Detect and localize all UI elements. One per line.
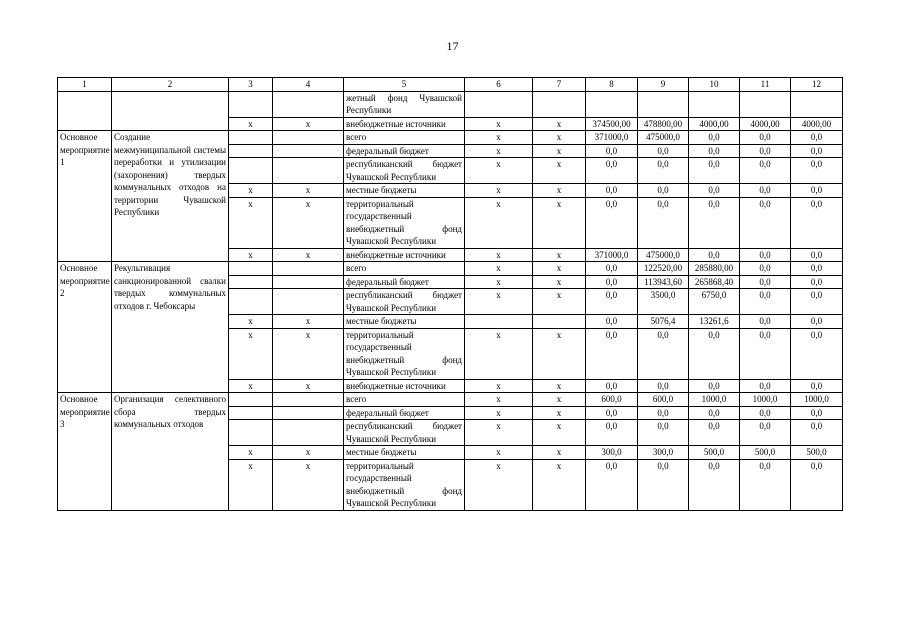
value-cell: 0,0 [586,328,638,379]
table-cell: х [533,197,586,248]
value-cell: 0,0 [791,459,843,510]
value-cell: 600,0 [638,393,689,407]
table-cell [273,393,344,407]
value-cell: 0,0 [740,275,791,289]
event-name-cell: Основное мероприятие 2 [58,262,112,393]
value-cell: 3500,0 [638,289,689,315]
value-cell: 4000,00 [689,117,740,131]
description-cell [112,91,229,131]
table-cell: х [229,117,273,131]
value-cell: 0,0 [689,184,740,198]
source-cell: республиканский бюджет Чувашской Республики [344,420,465,446]
value-cell: 6750,0 [689,289,740,315]
table-cell: х [229,315,273,329]
value-cell: 600,0 [586,393,638,407]
table-cell [229,420,273,446]
value-cell: 122520,00 [638,262,689,276]
header-cell: 10 [689,78,740,92]
table-cell [638,91,689,117]
table-cell [229,406,273,420]
table-cell: х [273,459,344,510]
table-cell: х [273,379,344,393]
value-cell: 475000,0 [638,131,689,145]
table-cell [533,91,586,117]
value-cell: 0,0 [586,420,638,446]
value-cell: 0,0 [740,158,791,184]
value-cell: 1000,0 [791,393,843,407]
table-cell: х [533,379,586,393]
value-cell: 0,0 [791,197,843,248]
value-cell: 285880,00 [689,262,740,276]
value-cell: 4000,00 [791,117,843,131]
value-cell: 0,0 [740,184,791,198]
value-cell: 0,0 [740,262,791,276]
table-cell [465,315,533,329]
header-cell: 9 [638,78,689,92]
value-cell: 0,0 [638,328,689,379]
table-cell [229,158,273,184]
header-cell: 4 [273,78,344,92]
header-cell: 7 [533,78,586,92]
value-cell: 0,0 [638,158,689,184]
value-cell: 0,0 [638,197,689,248]
table-cell: х [465,393,533,407]
source-cell: федеральный бюджет [344,275,465,289]
table-cell [273,275,344,289]
value-cell: 300,0 [638,446,689,460]
table-cell: х [465,262,533,276]
value-cell: 0,0 [638,459,689,510]
table-cell [229,262,273,276]
header-cell: 8 [586,78,638,92]
source-cell: республиканский бюджет Чувашской Республики [344,289,465,315]
source-cell: всего [344,131,465,145]
value-cell: 478800,00 [638,117,689,131]
source-cell: всего [344,393,465,407]
source-cell: местные бюджеты [344,184,465,198]
table-cell: х [229,197,273,248]
value-cell: 0,0 [638,379,689,393]
value-cell: 0,0 [689,158,740,184]
value-cell: 0,0 [586,275,638,289]
table-cell: х [229,328,273,379]
value-cell: 0,0 [791,262,843,276]
value-cell: 0,0 [586,406,638,420]
value-cell: 0,0 [791,248,843,262]
table-cell: х [533,289,586,315]
source-cell: территориальный государственный внебюджетный фонд Чувашской Республики [344,459,465,510]
value-cell: 0,0 [740,328,791,379]
value-cell: 0,0 [791,406,843,420]
value-cell: 265868,40 [689,275,740,289]
table-cell: х [465,158,533,184]
value-cell: 1000,0 [740,393,791,407]
table-row [58,262,843,276]
value-cell: 0,0 [638,406,689,420]
event-cell [58,91,112,131]
table-cell [273,131,344,145]
table-cell [273,289,344,315]
value-cell: 0,0 [791,184,843,198]
value-cell: 0,0 [791,275,843,289]
table-cell: х [465,328,533,379]
value-cell: 0,0 [586,262,638,276]
event-description-cell: Рекультивация санкционированной свалки твердых коммунальных отходов г. Чебоксары [112,262,229,393]
table-cell: х [465,117,533,131]
table-cell [740,91,791,117]
value-cell: 0,0 [689,379,740,393]
source-cell: республиканский бюджет Чувашской Республики [344,158,465,184]
header-row [58,78,843,92]
table-cell [465,91,533,117]
source-cell: федеральный бюджет [344,144,465,158]
value-cell: 0,0 [791,315,843,329]
event-name-cell: Основное мероприятие 1 [58,131,112,262]
header-cell: 12 [791,78,843,92]
header-cell: 1 [58,78,112,92]
table-cell: х [273,248,344,262]
table-cell: х [533,420,586,446]
value-cell: 0,0 [638,420,689,446]
value-cell: 0,0 [586,379,638,393]
value-cell: 0,0 [791,144,843,158]
table-cell: х [533,248,586,262]
value-cell: 5076,4 [638,315,689,329]
source-cell: всего [344,262,465,276]
value-cell: 0,0 [586,289,638,315]
value-cell: 500,0 [791,446,843,460]
table-cell: х [465,144,533,158]
value-cell: 0,0 [689,131,740,145]
table-cell: х [273,328,344,379]
value-cell: 371000,0 [586,131,638,145]
value-cell: 0,0 [740,379,791,393]
table-cell: х [533,446,586,460]
table-cell: х [465,420,533,446]
value-cell: 371000,0 [586,248,638,262]
value-cell: 374500,00 [586,117,638,131]
table-cell: х [533,117,586,131]
value-cell: 500,0 [740,446,791,460]
table-row [58,131,843,145]
table-cell: х [533,406,586,420]
table-cell: х [465,184,533,198]
header-cell: 2 [112,78,229,92]
table-cell: х [533,158,586,184]
value-cell: 0,0 [740,406,791,420]
table-cell: х [533,459,586,510]
table-cell [273,420,344,446]
table-cell: х [533,328,586,379]
source-cell: местные бюджеты [344,315,465,329]
source-cell: внебюджетные источники [344,379,465,393]
table-cell: х [465,131,533,145]
source-cell: территориальный государственный внебюджетный фонд Чувашской Республики [344,197,465,248]
table-cell: х [533,144,586,158]
value-cell: 0,0 [689,248,740,262]
table-cell [229,131,273,145]
table-body [58,78,843,511]
value-cell: 0,0 [791,158,843,184]
value-cell: 0,0 [689,420,740,446]
value-cell: 0,0 [740,289,791,315]
table-cell [229,289,273,315]
value-cell: 0,0 [791,328,843,379]
table-cell: х [465,248,533,262]
value-cell: 0,0 [689,197,740,248]
table-cell [273,262,344,276]
value-cell: 0,0 [689,328,740,379]
table-cell [791,91,843,117]
table-cell: х [533,393,586,407]
table-cell: х [533,131,586,145]
value-cell: 0,0 [586,144,638,158]
value-cell: 500,0 [689,446,740,460]
table-cell: х [273,117,344,131]
table-cell: х [273,315,344,329]
table-cell [229,275,273,289]
value-cell: 0,0 [740,248,791,262]
header-cell: 3 [229,78,273,92]
table-cell: х [229,248,273,262]
table-cell: х [229,379,273,393]
value-cell: 0,0 [586,459,638,510]
budget-table [57,77,843,511]
table-cell: х [465,275,533,289]
source-cell: внебюджетные источники [344,117,465,131]
table-cell: х [273,197,344,248]
value-cell: 0,0 [791,379,843,393]
table-cell: х [465,459,533,510]
table-cell: х [533,262,586,276]
value-cell: 0,0 [740,315,791,329]
event-description-cell: Создание межмуниципальной системы переработки и утилизации (захоронения) твердых коммунальных отходов на территории Чувашской Республики [112,131,229,262]
table-cell [586,91,638,117]
source-cell: местные бюджеты [344,446,465,460]
value-cell: 0,0 [740,459,791,510]
value-cell: 0,0 [740,144,791,158]
table-cell [273,158,344,184]
table-cell [273,144,344,158]
value-cell: 0,0 [740,131,791,145]
table-cell: х [273,184,344,198]
value-cell: 0,0 [740,197,791,248]
header-cell: 5 [344,78,465,92]
value-cell: 1000,0 [689,393,740,407]
value-cell: 0,0 [740,420,791,446]
value-cell: 0,0 [689,459,740,510]
value-cell: 0,0 [586,315,638,329]
value-cell: 0,0 [689,406,740,420]
table-cell [273,91,344,117]
table-cell: х [229,184,273,198]
table-cell: х [229,459,273,510]
value-cell: 4000,00 [740,117,791,131]
table-cell [533,315,586,329]
table-cell: х [273,446,344,460]
source-cell: внебюджетные источники [344,248,465,262]
table-row [58,393,843,407]
table-cell: х [465,289,533,315]
table-cell: х [533,275,586,289]
value-cell: 0,0 [791,131,843,145]
table-cell: х [465,379,533,393]
header-cell: 11 [740,78,791,92]
table-row [58,91,843,117]
page-number: 17 [446,39,459,53]
table-cell [273,406,344,420]
table-cell: х [229,446,273,460]
value-cell: 0,0 [689,144,740,158]
value-cell: 13261,6 [689,315,740,329]
table-cell [229,144,273,158]
value-cell: 0,0 [586,184,638,198]
table-cell: х [465,446,533,460]
value-cell: 0,0 [586,197,638,248]
source-cell: федеральный бюджет [344,406,465,420]
value-cell: 0,0 [638,184,689,198]
table-cell: х [465,197,533,248]
value-cell: 0,0 [791,289,843,315]
table-cell: х [465,406,533,420]
source-cell: территориальный государственный внебюджетный фонд Чувашской Республики [344,328,465,379]
event-description-cell: Организация селективного сбора твердых коммунальных отходов [112,393,229,511]
source-cell: жетный фонд Чувашской Республики [344,91,465,117]
value-cell: 113943,60 [638,275,689,289]
table-cell [689,91,740,117]
value-cell: 0,0 [791,420,843,446]
table-cell [229,393,273,407]
table-cell: х [533,184,586,198]
value-cell: 300,0 [586,446,638,460]
value-cell: 475000,0 [638,248,689,262]
table-cell [229,91,273,117]
value-cell: 0,0 [586,158,638,184]
value-cell: 0,0 [638,144,689,158]
header-cell: 6 [465,78,533,92]
event-name-cell: Основное мероприятие 3 [58,393,112,511]
